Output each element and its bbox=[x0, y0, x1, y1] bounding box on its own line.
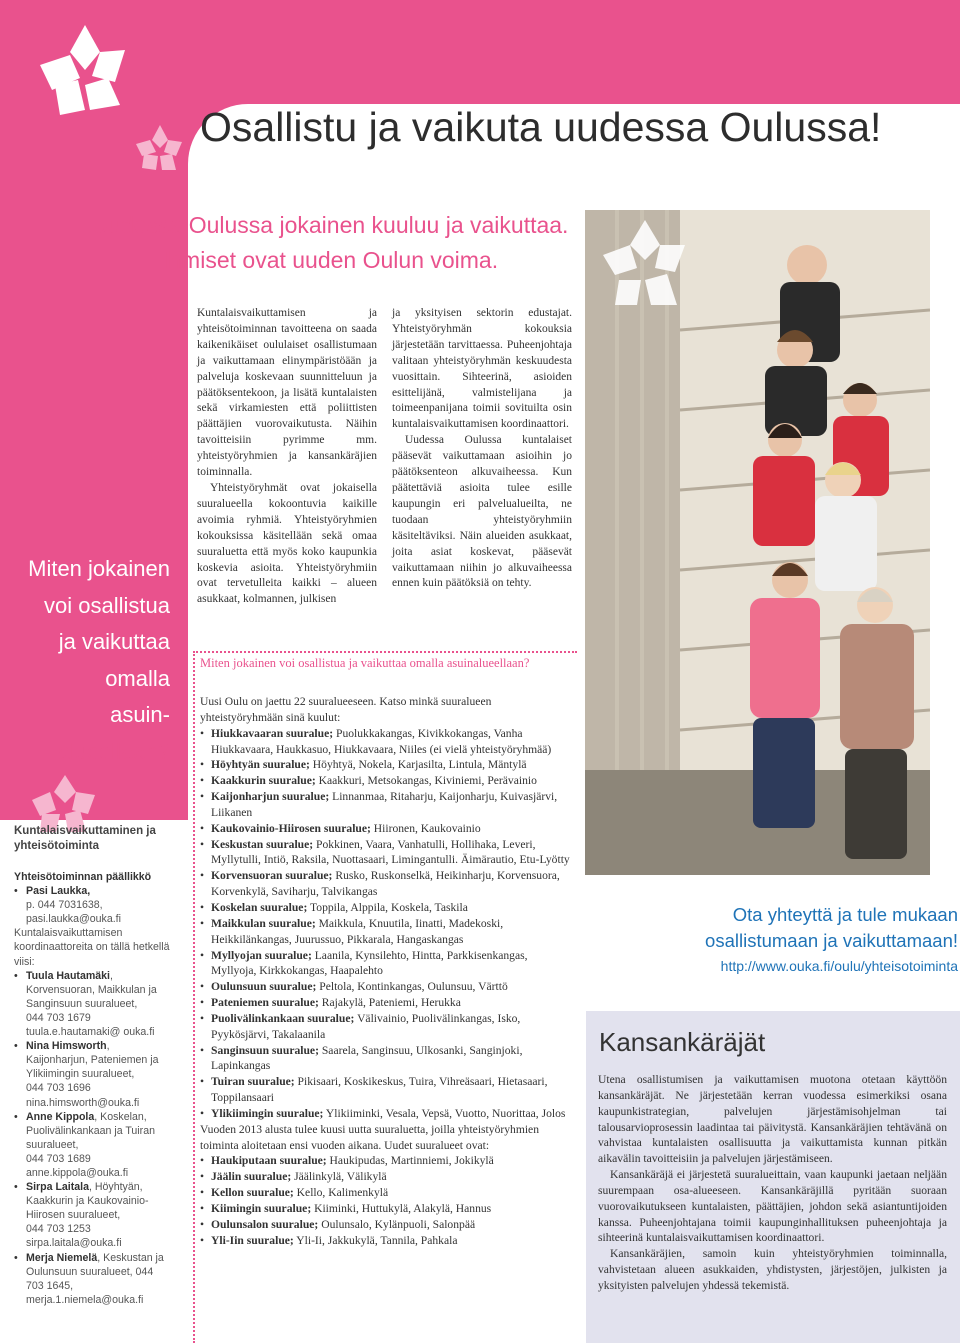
page-title: Osallistu ja vaikuta uudessa Oulussa! bbox=[200, 104, 882, 150]
kansankarajat-body bbox=[598, 1072, 947, 1294]
area-name: Ylikiimingin suuralue; bbox=[211, 1106, 324, 1120]
area-districts: Ylikiiminki, Vesala, Vepsä, Vuotto, Nuorittaa, Jolos bbox=[323, 1106, 566, 1120]
area-name: Tuiran suuralue; bbox=[211, 1075, 295, 1089]
areas-intro: Uusi Oulu on jaettu 22 suuralueeseen. Katso minkä suuralueen yhteistyöryhmään sinä kuulut: bbox=[200, 695, 492, 724]
contact-item bbox=[14, 1251, 172, 1307]
area-districts: Linnanmaa, Ritaharju, Kaijonharju, Kuivasjärvi, Liikanen bbox=[211, 790, 558, 819]
area-item bbox=[200, 1233, 571, 1249]
area-districts: Laanila, Kynsilehto, Hintta, Parkkisenkangas, Myllyoja, Kirkkokangas, Haapalehto bbox=[211, 948, 528, 978]
side-question-line: asuin- bbox=[110, 702, 170, 727]
area-name: Kaakkurin suuralue; bbox=[211, 774, 316, 788]
area-name: Pateniemen suuralue; bbox=[211, 996, 319, 1010]
area-districts: Kello, Kalimenkylä bbox=[293, 1186, 389, 1200]
area-districts: Pikisaari, Koskikeskus, Tuira, Vihreäsaari, Hietasaari, Toppilansaari bbox=[211, 1075, 548, 1105]
area-districts: Maikkula, Knuutila, Iinatti, Madekoski, Heikkilänkangas, Juurussuo, Pikkarala, Hangaskangas bbox=[211, 916, 504, 946]
area-name: Yli-Iin suuralue; bbox=[211, 1233, 294, 1247]
contact-area: , Korvensuoran, Maikkulan ja Sanginsuun suuralueet, bbox=[26, 969, 157, 1010]
area-item bbox=[200, 1011, 571, 1043]
area-districts: Puolukkakangas, Kivikkokangas, Vanha Hiukkavaara, Haukkasuo, Hiukkavaara, Niiles (ei vielä yhteistyöryhmää) bbox=[211, 726, 552, 756]
area-name: Oulunsalon suuralue; bbox=[211, 1217, 319, 1231]
area-item bbox=[200, 757, 571, 773]
area-districts: Hiironen, Kaukovainio bbox=[370, 821, 481, 835]
paragraph: Kansankäräjä ei järjestetä suuralueittain, vaan kaupunki jaetaan neljään suurempaan osa-alueeseen. Kansankäräjillä pyritään suoraan vuorovaikutukseen kuntalaisten, päättäjien, johdon sekä asiantuntijoiden kanssa. Puheenjohtajana toimii kaupunginhallituksen puheenjohtaja ja sihteerinä kuntalaisvaikuttamisen koordinaattori. bbox=[598, 1168, 947, 1245]
paragraph: Utena osallistumisen ja vaikuttamisen muotona otetaan käyttöön kansankäräjät. Ne järjestetään kerran vuodessa esimerkiksi osana kaupunkistrategian, palvelujen järjestämisohjelman tai talousarvioprosessin laadintaa tai päivitystä. Kansankäräjien tehtävänä on vahvistaa kuntalaisten osallisuutta ja vaikuttamista kunnan pitkän aikavälin tavoitteisiin ja palvelujen järjestämiseen. bbox=[598, 1073, 947, 1166]
contact-name: Nina Himsworth bbox=[26, 1040, 107, 1053]
contact-email[interactable]: nina.himsworth@ouka.fi bbox=[26, 1096, 140, 1109]
area-item bbox=[200, 1043, 571, 1075]
area-item bbox=[200, 1201, 571, 1217]
area-item bbox=[200, 948, 571, 980]
contact-phone: p. 044 7031638, bbox=[26, 899, 103, 912]
area-name: Hiukkavaaran suuralue; bbox=[211, 726, 334, 740]
area-item bbox=[200, 1153, 571, 1169]
contact-area: , Höyhtyän, Kaakkurin ja Kaukovainio-Hiirosen suuralueet, bbox=[26, 1181, 149, 1222]
contact-area: , Koskelan, Puolivälinkankaan ja Tuiran suuralueet, bbox=[26, 1110, 155, 1151]
area-name: Jäälin suuralue; bbox=[211, 1170, 292, 1184]
area-name: Koskelan suuralue; bbox=[211, 900, 308, 914]
area-name: Kaukovainio-Hiirosen suuralue; bbox=[211, 821, 371, 835]
article-column-1 bbox=[197, 306, 377, 608]
contact-area: , Kaijonharjun, Pateniemen ja Ylikiimingin suuralueet, bbox=[26, 1040, 159, 1081]
areas-box-heading: Miten jokainen voi osallistua ja vaikuttaa omalla asuinalueellaan? bbox=[200, 656, 530, 670]
area-name: Myllyojan suuralue; bbox=[211, 948, 312, 962]
contact-name: Merja Niemelä bbox=[26, 1251, 98, 1264]
contact-email[interactable]: anne.kippola@ouka.fi bbox=[26, 1166, 129, 1179]
contacts-sidebar bbox=[14, 824, 172, 1307]
kansankarajat-title: Kansankäräjät bbox=[599, 1027, 766, 1057]
area-name: Kiimingin suuralue; bbox=[211, 1202, 312, 1215]
area-item bbox=[200, 821, 571, 837]
area-name: Oulunsuun suuralue; bbox=[211, 980, 317, 994]
side-question-line: alueellaan? bbox=[57, 738, 170, 764]
article-column-2 bbox=[392, 306, 572, 592]
paragraph: Uudessa Oulussa kuntalaiset pääsevät vaikuttamaan asioihin jo päätöksenteon alkuvaiheessa. Kun päätettäviä asioita tulee esille kaupungin eri palvelualueilta, ne tuodaan yhteistyöryhmiin käsiteltäviksi. Näin alueiden asukkaat, joita asiat koskevat, pääsevät vaikuttamaan niihin jo alkuvaiheessa ennen kuin päätöksiä on tehty. bbox=[392, 434, 572, 590]
cta-link[interactable]: http://www.ouka.fi/oulu/yhteisotoiminta bbox=[720, 958, 958, 974]
areas-box-body bbox=[200, 694, 571, 1249]
area-districts: Oulunsalo, Kylänpuoli, Salonpää bbox=[318, 1217, 476, 1231]
flower-icon bbox=[130, 120, 190, 180]
area-item bbox=[200, 995, 571, 1011]
area-item bbox=[200, 773, 571, 789]
subtitle-line-1: Uudessa Oulussa jokainen kuuluu ja vaikuttaa. bbox=[91, 212, 569, 238]
area-name: Kaijonharjun suuralue; bbox=[211, 790, 330, 804]
area-districts: Pokkinen, Vaara, Vanhatulli, Hollihaka, Leveri, Myllytulli, Intiö, Raksila, Nuottasaari, Limingantulli. Äimärautio, Etu-Lyötty bbox=[211, 837, 570, 867]
area-item bbox=[200, 1106, 571, 1122]
area-districts: Yli-Ii, Jakkukylä, Tannila, Pahkala bbox=[293, 1233, 458, 1247]
area-name: Kellon suuralue; bbox=[211, 1186, 294, 1200]
area-districts: Toppila, Alppila, Koskela, Taskila bbox=[307, 900, 468, 914]
areas-list bbox=[200, 726, 571, 1122]
contact-email[interactable]: merja.1.niemela@ouka.fi bbox=[26, 1293, 144, 1306]
area-item bbox=[200, 868, 571, 900]
contact-phone: 044 703 1679 bbox=[26, 1011, 91, 1024]
area-name: Sanginsuun suuralue; bbox=[211, 1043, 319, 1057]
contact-name: Tuula Hautamäki bbox=[26, 969, 110, 982]
area-item bbox=[200, 1185, 571, 1201]
contact-name: Sirpa Laitala bbox=[26, 1181, 89, 1194]
contact-name: Pasi Laukka, bbox=[26, 885, 91, 898]
contact-name: Anne Kippola bbox=[26, 1110, 95, 1123]
contact-email[interactable]: tuula.e.hautamaki@ ouka.fi bbox=[26, 1026, 155, 1039]
area-item bbox=[200, 837, 571, 869]
contact-email[interactable]: sirpa.laitala@ouka.fi bbox=[26, 1237, 122, 1250]
area-districts: Höyhtyä, Nokela, Karjasilta, Lintula, Mäntylä bbox=[309, 758, 527, 772]
area-districts: Välivainio, Puolivälinkangas, Isko, Pyykösjärvi, Takalaanila bbox=[211, 1011, 521, 1041]
area-districts: Rusko, Ruskonselkä, Heikinharju, Korvensuora, Korvenkylä, Saviharju, Talvikangas bbox=[211, 869, 560, 899]
area-item bbox=[200, 979, 571, 995]
area-item bbox=[200, 726, 571, 758]
cta-line-1: Ota yhteyttä ja tule mukaan bbox=[732, 904, 958, 925]
flower-icon bbox=[585, 210, 710, 320]
contacts-heading: Kuntalaisvaikuttaminen ja yhteisötoiminta bbox=[14, 825, 156, 852]
area-item bbox=[200, 900, 571, 916]
paragraph: Kuntalaisvaikuttamisen ja yhteisötoiminnan tavoitteena on saada kaikenikäiset oululaiset osallistumaan ja vaikuttamaan elinympäristöään ja palveluja koskevaan suunnitteluun ja päätöksentekoon, ja lisätä kuntalaisten sekä virkamiesten että poliittisten päättäjien vuorovaikutusta. Näihin tavoitteisiin pyrimme mm. yhteistyöryhmien ja kansankäräjien toiminnalla. bbox=[197, 307, 377, 479]
area-item bbox=[200, 1074, 571, 1106]
area-districts: Jäälinkylä, Välikylä bbox=[291, 1170, 387, 1184]
manager-label: Yhteisötoiminnan päällikkö bbox=[14, 871, 152, 883]
new-areas-list bbox=[200, 1153, 571, 1248]
side-question-line: Miten jokainen bbox=[28, 556, 170, 581]
contact-phone: 044 703 1689 bbox=[26, 1152, 91, 1165]
area-name: Puolivälinkankaan suuralue; bbox=[211, 1011, 355, 1025]
area-districts: Saarela, Sanginsuu, Ulkosanki, Sanginjoki, Lapinkangas bbox=[211, 1043, 523, 1073]
paragraph: Kansankäräjien, samoin kuin yhteistyöryhmien toiminnalla, vahvistetaan alueen asukkaiden, yhdistysten, järjestöjen, julkisten ja yksityisten palvelujen yhdessä tekemistä. bbox=[598, 1247, 947, 1292]
area-name: Maikkulan suuralue; bbox=[211, 916, 316, 930]
contact-phone: 044 703 1696 bbox=[26, 1082, 91, 1095]
paragraph: Yhteistyöryhmät ovat jokaisella suuralueella kokoontuvia kaikille avoimia ryhmiä. Yhteistyöryhmien kokouksissa käsitellään sekä omaa suuraluetta että myös koko kaupunkia koskevia asioita. Yhteistyöryhmiin ovat tervetulleita kaikki – alueen asukkaat, kolmannen, julkisen bbox=[197, 481, 377, 606]
side-question bbox=[0, 551, 170, 770]
cta-text bbox=[600, 902, 958, 954]
contact-item bbox=[14, 1039, 172, 1109]
area-name: Korvensuoran suuralue; bbox=[211, 869, 333, 883]
area-districts: Haukipudas, Martinniemi, Jokikylä bbox=[326, 1154, 494, 1168]
contact-phone: 044 703 1253 bbox=[26, 1223, 91, 1236]
area-districts: Kaakkuri, Metsokangas, Kiviniemi, Perävainio bbox=[315, 774, 537, 788]
side-question-line: ja vaikuttaa bbox=[58, 629, 170, 654]
subtitle-line-2: Ihmiset ovat uuden Oulun voima. bbox=[161, 247, 499, 273]
area-districts: Kiiminki, Huttukylä, Alakylä, Hannus bbox=[311, 1202, 492, 1215]
contact-item bbox=[14, 1110, 172, 1180]
area-item bbox=[200, 1217, 571, 1233]
contact-email[interactable]: pasi.laukka@ouka.fi bbox=[26, 913, 121, 926]
area-districts: Peltola, Kontinkangas, Oulunsuu, Värttö bbox=[316, 980, 508, 994]
area-item bbox=[200, 789, 571, 821]
cta-line-2: osallistumaan ja vaikuttamaan! bbox=[705, 930, 958, 951]
paragraph: ja yksityisen sektorin edustajat. Yhteistyöryhmän kokouksia järjestetään tarvittaessa. Puheenjohtaja valitaan yhteistyöryhmän keskuudesta vuosittain. Sihteerinä, asioiden esittelijänä, valmistelijana ja toimeenpanijana toimii sovituilta osin kuntalaisvaikuttamisen koordinaattori. bbox=[392, 307, 572, 431]
side-question-line: omalla bbox=[105, 665, 170, 691]
area-item bbox=[200, 1169, 571, 1185]
coordinators-intro: Kuntalaisvaikuttamisen koordinaattoreita on tällä hetkellä viisi: bbox=[14, 927, 170, 968]
area-name: Haukiputaan suuralue; bbox=[211, 1154, 327, 1168]
contact-item bbox=[14, 884, 172, 898]
area-districts: Rajakylä, Pateniemi, Herukka bbox=[318, 996, 461, 1010]
area-item bbox=[200, 916, 571, 948]
new-areas-intro: Vuoden 2013 alusta tulee kuusi uutta suuraluetta, joilla yhteistyöryhmien toiminta aloitetaan ensi vuoden aikana. Uudet suuralueet ovat: bbox=[200, 1122, 539, 1152]
area-name: Höyhtyän suuralue; bbox=[211, 758, 310, 772]
area-name: Keskustan suuralue; bbox=[211, 837, 314, 851]
contact-item bbox=[14, 969, 172, 1039]
subtitle bbox=[60, 208, 600, 278]
contact-area: , Keskustan ja Oulunsuun suuralueet, 044 703 1645, bbox=[26, 1251, 164, 1292]
side-question-line: voi osallistua bbox=[44, 592, 170, 618]
contact-item bbox=[14, 1180, 172, 1250]
